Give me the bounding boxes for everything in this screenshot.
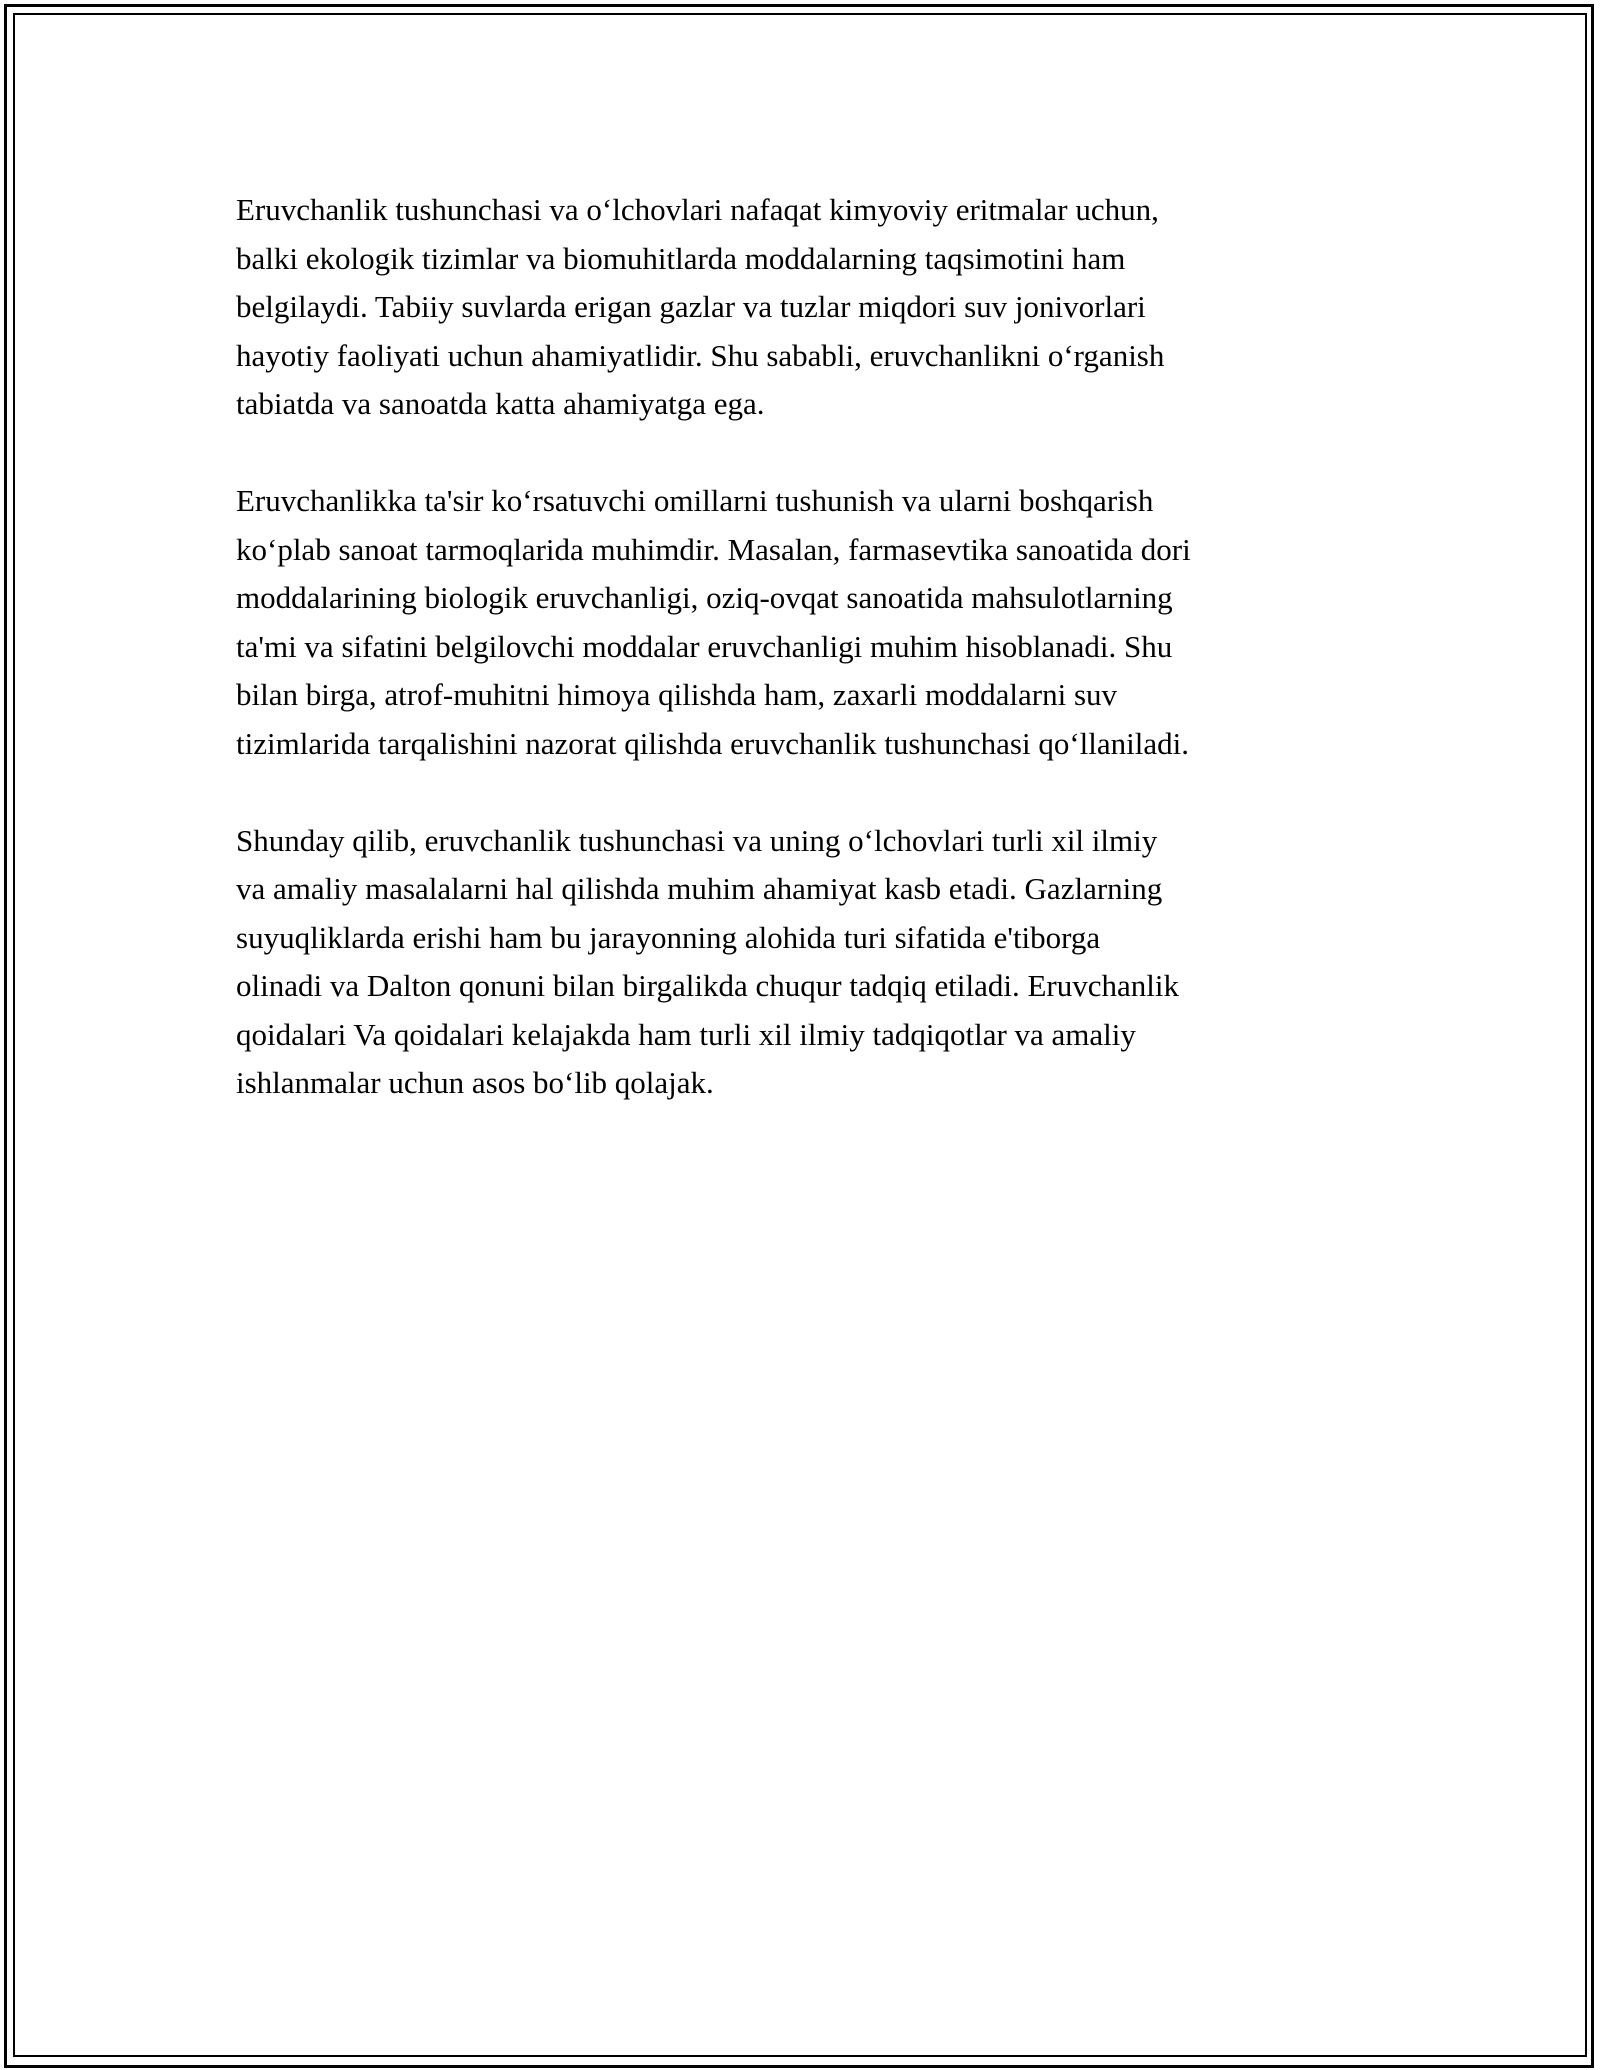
text-line: moddalarining biologik eruvchanligi, oziq-ovqat sanoatida mahsulotlarning bbox=[236, 580, 1173, 615]
text-line: Shunday qilib, eruvchanlik tushunchasi va uning o‘lchovlari turli xil ilmiy bbox=[236, 822, 1158, 858]
paragraph-2 bbox=[236, 477, 1376, 768]
text-line: suyuqliklarda erishi ham bu jarayonning alohida turi sifatida e'tiborga bbox=[236, 919, 1101, 955]
paragraph-1 bbox=[236, 186, 1376, 429]
text-line: Eruvchanlik tushunchasi va o‘lchovlari nafaqat kimyoviy eritmalar uchun, bbox=[236, 192, 1159, 227]
text-line: belgilaydi. Tabiiy suvlarda erigan gazlar va tuzlar miqdori suv jonivorlari bbox=[236, 289, 1146, 324]
text-line: ishlanmalar uchun asos bo‘lib qolajak. bbox=[236, 1065, 714, 1100]
document-body bbox=[236, 186, 1376, 1156]
text-line: tizimlarida tarqalishini nazorat qilishda eruvchanlik tushunchasi qo‘llaniladi. bbox=[236, 725, 1189, 761]
text-line: balki ekologik tizimlar va biomuhitlarda moddalarning taqsimotini ham bbox=[236, 240, 1126, 276]
text-line: ta'mi va sifatini belgilovchi moddalar eruvchanligi muhim hisoblanadi. Shu bbox=[236, 628, 1173, 664]
text-line: qoidalari Va qoidalari kelajakda ham turli xil ilmiy tadqiqotlar va amaliy bbox=[236, 1016, 1136, 1052]
text-line: Eruvchanlikka ta'sir ko‘rsatuvchi omillarni tushunish va ularni boshqarish bbox=[236, 483, 1154, 518]
text-line: bilan birga, atrof-muhitni himoya qilishda ham, zaxarli moddalarni suv bbox=[236, 677, 1118, 712]
text-line: ko‘plab sanoat tarmoqlarida muhimdir. Masalan, farmasevtika sanoatida dori bbox=[236, 531, 1191, 567]
text-line: tabiatda va sanoatda katta ahamiyatga ega. bbox=[236, 386, 765, 421]
text-line: olinadi va Dalton qonuni bilan birgalikda chuqur tadqiq etiladi. Eruvchanlik bbox=[236, 968, 1179, 1003]
text-line: hayotiy faoliyati uchun ahamiyatlidir. Shu sababli, eruvchanlikni o‘rganish bbox=[236, 337, 1165, 373]
text-line: va amaliy masalalarni hal qilishda muhim ahamiyat kasb etadi. Gazlarning bbox=[236, 871, 1163, 906]
paragraph-3 bbox=[236, 817, 1376, 1108]
